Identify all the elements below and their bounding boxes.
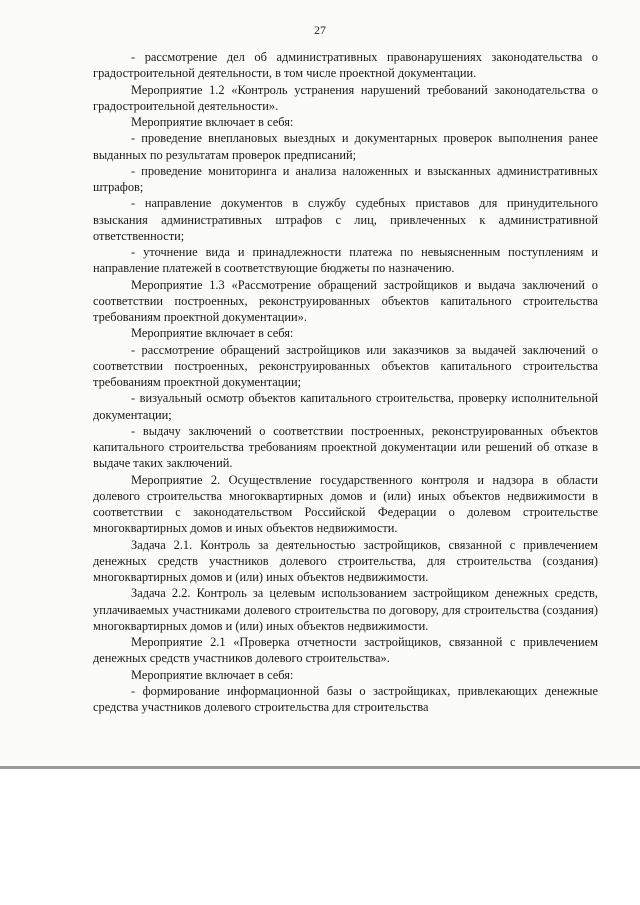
paragraph: - рассмотрение обращений застройщиков или заказчиков за выдачей заключений о соответствии построенных, реконструированных объектов капитального строительства требованиям проектной документации; bbox=[93, 342, 598, 389]
paragraph: Мероприятие 2. Осуществление государственного контроля и надзора в области долевого строительства многоквартирных домов и (или) иных объектов недвижимости в соответствии с законодательством Российской Федерации о долевом строительстве многоквартирных домов и иных объектов недвижимости. bbox=[93, 472, 598, 536]
document-body bbox=[93, 49, 598, 715]
paragraph: Мероприятие 1.3 «Рассмотрение обращений застройщиков и выдача заключений о соответствии построенных, реконструированных объектов капитального строительства требованиям проектной документации». bbox=[93, 277, 598, 324]
paragraph: - направление документов в службу судебных приставов для принудительного взыскания административных штрафов с лиц, привлеченных к административной ответственности; bbox=[93, 196, 598, 243]
paragraph: Мероприятие включает в себя: bbox=[131, 115, 294, 129]
scan-edge-divider bbox=[0, 766, 640, 769]
paragraph: - проведение мониторинга и анализа наложенных и взысканных административных штрафов; bbox=[93, 163, 598, 194]
paragraph: Мероприятие включает в себя: bbox=[131, 667, 294, 682]
paragraph: - проведение внеплановых выездных и документарных проверок выполнения ранее выданных по результатам проверок предписаний; bbox=[93, 131, 598, 162]
paragraph: - выдачу заключений о соответствии построенных, реконструированных объектов капитального строительства требованиям проектной документации или решений об отказе в выдаче таких заключений. bbox=[93, 423, 598, 471]
paragraph: - уточнение вида и принадлежности платежа по невыясненным поступлениям и направление платежей в соответствующие бюджеты по назначению. bbox=[93, 245, 598, 276]
paragraph: Задача 2.2. Контроль за целевым использованием застройщиком денежных средств, уплачиваемых участниками долевого строительства по договору, для строительства (создания) многоквартирных домов и (или) иных объектов недвижимости. bbox=[93, 586, 598, 633]
paragraph: - рассмотрение дел об административных правонарушениях законодательства о градостроительной деятельности, в том числе проектной документации. bbox=[93, 50, 598, 81]
paragraph: - формирование информационной базы о застройщиках, привлекающих денежные средства участников долевого строительства для строительства bbox=[93, 683, 598, 714]
paragraph: Мероприятие 1.2 «Контроль устранения нарушений требований законодательства о градостроительной деятельности». bbox=[93, 82, 598, 113]
paragraph: - визуальный осмотр объектов капитального строительства, проверку исполнительной документации; bbox=[93, 391, 598, 422]
page-number: 27 bbox=[314, 23, 326, 37]
paragraph: Мероприятие включает в себя: bbox=[131, 326, 294, 341]
paragraph: Задача 2.1. Контроль за деятельностью застройщиков, связанной с привлечением денежных средств участников долевого строительства, для строительства (создания) многоквартирных домов и (или) иных объектов недвижимости. bbox=[93, 537, 598, 584]
paragraph: Мероприятие 2.1 «Проверка отчетности застройщиков, связанной с привлечением денежных средств участников долевого строительства». bbox=[93, 635, 598, 666]
